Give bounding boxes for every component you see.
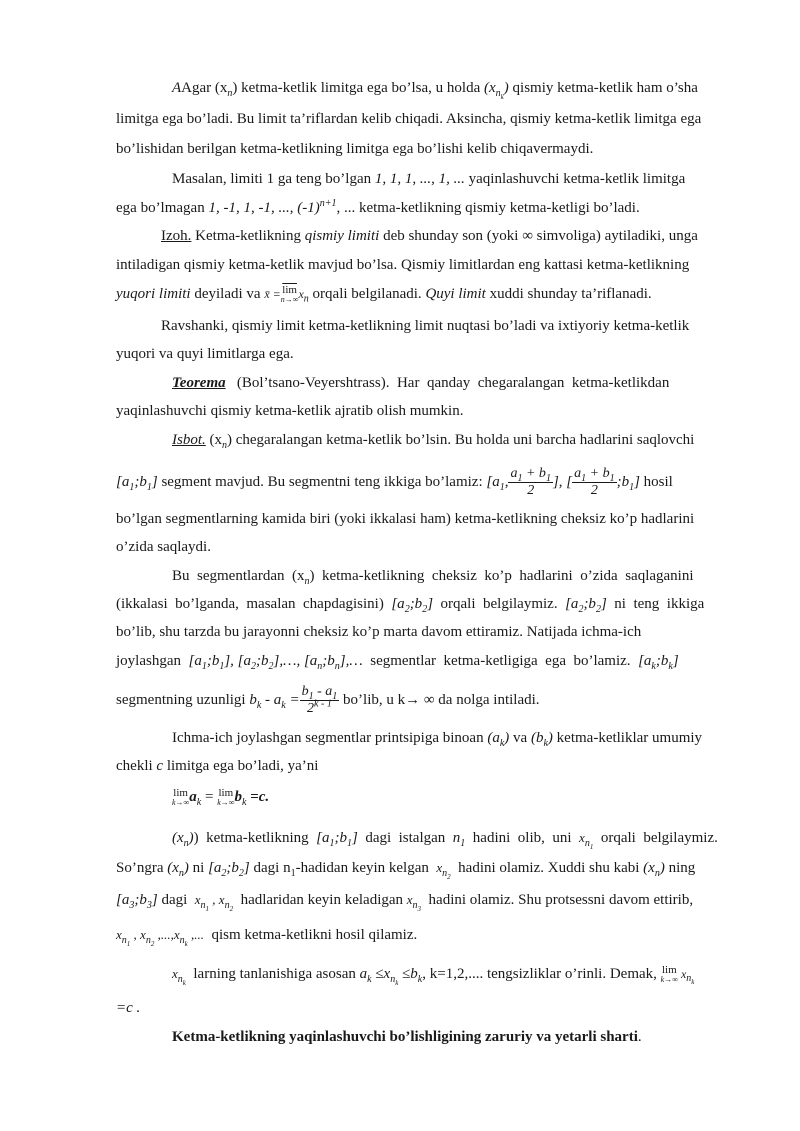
- text-line: [116, 756, 742, 776]
- text: ) ketma-ketlikning cheksiz ko’p hadlarini o’zida saqlaganini: [309, 568, 694, 584]
- text-line: intiladigan qismiy ketma-ketlik mavjud bo’lsa. Qismiy limitlardan eng kattasi ketma-ketlikning: [116, 257, 690, 273]
- proof-label: Isbot.: [172, 432, 206, 448]
- text: , ... ketma-ketlikning qismiy ketma-ketligi bo’ladi.: [336, 200, 640, 216]
- text: Ichma-ich joylashgan segmentlar printsipiga binoan: [172, 730, 488, 746]
- text: dagi n: [249, 860, 291, 876]
- text: qism ketma-ketlikni hosil qilamiz.: [203, 927, 418, 943]
- text: ) ketma-ketlik limitga ega bo’lsa, u holda: [232, 80, 485, 96]
- sequence-a: $(a_k)$: [487, 730, 510, 749]
- text-line: $(x_n)$) ketma-ketlikning $[a_1;b_1]$ dagi istalgan $n_1$ hadini olib, uni $x_{n_1}$ orqali belgilaymiz.: [172, 830, 718, 851]
- note-label: Izoh.: [161, 228, 192, 244]
- text-line: [172, 728, 742, 748]
- text: -hadidan keyin kelgan: [295, 860, 437, 876]
- text-line: [116, 651, 742, 671]
- text: segmentning uzunligi: [116, 691, 250, 708]
- text-line: Isbot. $(x_n)$ chegaralangan ketma-ketlik bo’lsin. Bu holda uni barcha hadlarini saqlovchi: [172, 432, 695, 451]
- text: deyiladi va: [190, 286, 265, 302]
- text-line: [116, 594, 742, 614]
- text: larning tanlanishiga asosan: [185, 966, 360, 982]
- text: deb shunday son (yoki ∞ simvoliga) aytiladiki, unga: [379, 228, 698, 244]
- text-line: [161, 226, 742, 246]
- text: =c.: [246, 789, 270, 805]
- term: qismiy limiti: [304, 228, 380, 244]
- text: hadlaridan keyin keladigan: [233, 892, 407, 908]
- exponent: n+1: [319, 198, 337, 209]
- text: (x: [172, 830, 184, 846]
- text: Masalan, limiti 1 ga teng bo’lgan: [172, 171, 375, 187]
- text: bo’lib, u k→ ∞ da nolga intiladi.: [339, 691, 540, 708]
- text: ) chegaralangan ketma-ketlik bo’lsin. Bu holda uni barcha hadlarini saqlovchi: [227, 432, 695, 448]
- text: va: [509, 730, 531, 746]
- text-line: So’ngra $(x_n)$ ni $[a_2;b_2]$ dagi $n_1$-hadidan keyin kelgan $x_{n_2}$ hadini olamiz. Xuddi shu kabi $(x_n)$ ning: [116, 860, 696, 881]
- sequence: 1, 1, 1, ..., 1, ...: [374, 171, 465, 187]
- limit-c: c: [156, 758, 164, 774]
- text: orqali belgilaymiz.: [593, 830, 718, 846]
- formula-common-limit: lim k→∞ $a_k$ = lim k→∞ $b_k =c$.: [172, 786, 270, 808]
- text: , k=1,2,.... tengsizliklar o’rinli. Demak,: [422, 966, 661, 982]
- segment-list: $[a_1;b_1]$, $[a_2;b_2],\dots$, $[a_n;b_n],\dots$: [188, 653, 363, 672]
- text: (ikkalasi bo’lganda, masalan chapdagisini): [116, 596, 392, 612]
- text-line: o’zida saqlaydi.: [116, 539, 211, 555]
- text-line: [116, 684, 742, 717]
- text: chekli: [116, 758, 157, 774]
- text-line: [172, 373, 742, 393]
- text: b: [234, 789, 242, 805]
- text: ni teng ikkiga: [606, 596, 705, 612]
- text: dagi: [157, 892, 195, 908]
- text-line: AAgar $(x_n)$ ketma-ketlik limitga ega bo’lsa, u holda $(x_{n_k})$ qismiy ketma-ketlik ham o’sha: [172, 80, 698, 101]
- formula-upper-limit: x̄ = $\overline{lim}$ n→∞ $x_n$: [264, 284, 309, 305]
- text-line: $[a_3;b_3]$ dagi $x_{n_1}$ , $x_{n_2}$ hadlaridan keyin keladigan $x_{n_3}$ hadini olamiz. Shu protsessni davom ettirib,: [116, 892, 694, 913]
- text-line: $x_{n_k}$ larning tanlanishiga asosan $a_k \le x_{n_k} \le b_k$, k=1,2,.... tengsizliklar o’rinli. Demak, lim k→∞ $x_{n_k}$: [172, 964, 695, 987]
- text-line: =c .: [116, 1000, 141, 1016]
- text: hadini olamiz. Xuddi shu kabi: [450, 860, 644, 876]
- inequality: $a_k \le x_{n_k} \le b_k$: [359, 966, 423, 987]
- text: hosil: [639, 473, 673, 490]
- text-line: [116, 466, 742, 499]
- text: =: [201, 789, 218, 805]
- section-heading: [172, 1027, 742, 1047]
- text: hadini olib, uni: [465, 830, 580, 846]
- text: segment mavjud. Bu segmentni teng ikkiga bo’lamiz:: [157, 473, 487, 490]
- text: qismiy ketma-ketlik ham o’sha: [508, 80, 698, 96]
- text: Agar (x: [181, 80, 228, 96]
- text-line: [116, 198, 742, 218]
- text: (Bol’tsano-Veyershtrass). Har qanday chegaralangan ketma-ketlikdan: [225, 375, 670, 391]
- text-line: yaqinlashuvchi qismiy ketma-ketlik ajratib olish mumkin.: [116, 403, 464, 419]
- sequence-b: $(b_k)$: [530, 730, 553, 749]
- text-line: Bu segmentlardan $(x_n)$ ketma-ketlikning cheksiz ko’p hadlarini o’zida saqlaganini: [172, 568, 694, 587]
- text-line: bo’lishidan berilgan ketma-ketlikning limitga ega bo’lishi kelib chiqavermaydi.: [116, 141, 594, 157]
- text: ) ketma-ketlikning: [193, 830, 317, 846]
- term: Quyi limit: [425, 286, 486, 302]
- text: Bu segmentlardan (x: [172, 568, 305, 584]
- sequence: 1, -1, 1, -1, ..., (-1): [208, 200, 320, 216]
- text: ketma-ketliklar umumiy: [552, 730, 703, 746]
- text: segmentlar ketma-ketligiga ega bo’lamiz.: [362, 653, 639, 669]
- subsequence-list: $x_{n_1}$ , $x_{n_2}$ $,...,x_{n_k}$ ,...: [116, 927, 204, 948]
- text-line: [116, 925, 742, 948]
- text: Ketma-ketlikning: [191, 228, 305, 244]
- formula-length: $b_k - a_k$ = $\frac{b_1 - a_1}{2^{k - 1}}$: [249, 684, 338, 716]
- text-line: limitga ega bo’ladi. Bu limit ta’riflardan kelib chiqadi. Aksincha, qismiy ketma-ketlik limitga ega: [116, 111, 702, 127]
- text: yaqinlashuvchi ketma-ketlik limitga: [464, 171, 686, 187]
- text: joylashgan: [116, 653, 189, 669]
- text: limitga ega bo’ladi, ya’ni: [163, 758, 319, 774]
- text: A: [172, 80, 182, 96]
- text: ning: [664, 860, 696, 876]
- segment: $[a_k;b_k]$: [638, 653, 679, 672]
- term: yuqori limiti: [116, 286, 191, 302]
- segment: $[a_2;b_2]$: [391, 596, 434, 615]
- text: orqali belgilaymiz.: [433, 596, 566, 612]
- heading-period: .: [637, 1029, 642, 1045]
- subsequence-symbol: $(x_{n_k})$: [484, 80, 509, 101]
- text: xuddi shunday ta’riflanadi.: [485, 286, 652, 302]
- segment: $[a_2;b_2]$: [565, 596, 607, 615]
- text-line: bo’lib, shu tarzda bu jarayonni cheksiz ko’p marta davom ettiramiz. Natijada ichma-ich: [116, 624, 642, 640]
- text-line: yuqori va quyi limitlarga ega.: [116, 346, 294, 362]
- text: ni: [188, 860, 209, 876]
- text: orqali belgilanadi.: [308, 286, 426, 302]
- theorem-label: Teorema: [172, 375, 226, 391]
- formula-limit: lim k→∞ $x_{n_k}$: [660, 964, 695, 987]
- text: hadini olamiz. Shu protsessni davom ettirib,: [421, 892, 694, 908]
- text-line: [116, 284, 742, 305]
- segment: $[a_1;b_1]$: [116, 473, 158, 493]
- text-line: [172, 169, 742, 189]
- formula-halves: [$a_1$, $\frac{a_1 + b_1}{2}$ ], [ $\frac{a_1 + b_1}{2}$ $;b_1$]: [486, 466, 640, 498]
- text: (x: [205, 432, 222, 448]
- text-line: Ravshanki, qismiy limit ketma-ketlikning limit nuqtasi bo’ladi va ixtiyoriy ketma-ketlik: [161, 318, 690, 334]
- text: a: [189, 789, 197, 805]
- text: So’ngra: [116, 860, 168, 876]
- text-line: bo’lgan segmentlarning kamida biri (yoki ikkalasi ham) ketma-ketlikning cheksiz ko’p hadlarini: [116, 511, 695, 527]
- text: ega bo’lmagan: [116, 200, 209, 216]
- text: dagi istalgan: [357, 830, 453, 846]
- segment: $[a_1;b_1]$: [316, 830, 358, 849]
- heading-text: Ketma-ketlikning yaqinlashuvchi bo’lishligining zaruriy va yetarli sharti: [172, 1029, 638, 1045]
